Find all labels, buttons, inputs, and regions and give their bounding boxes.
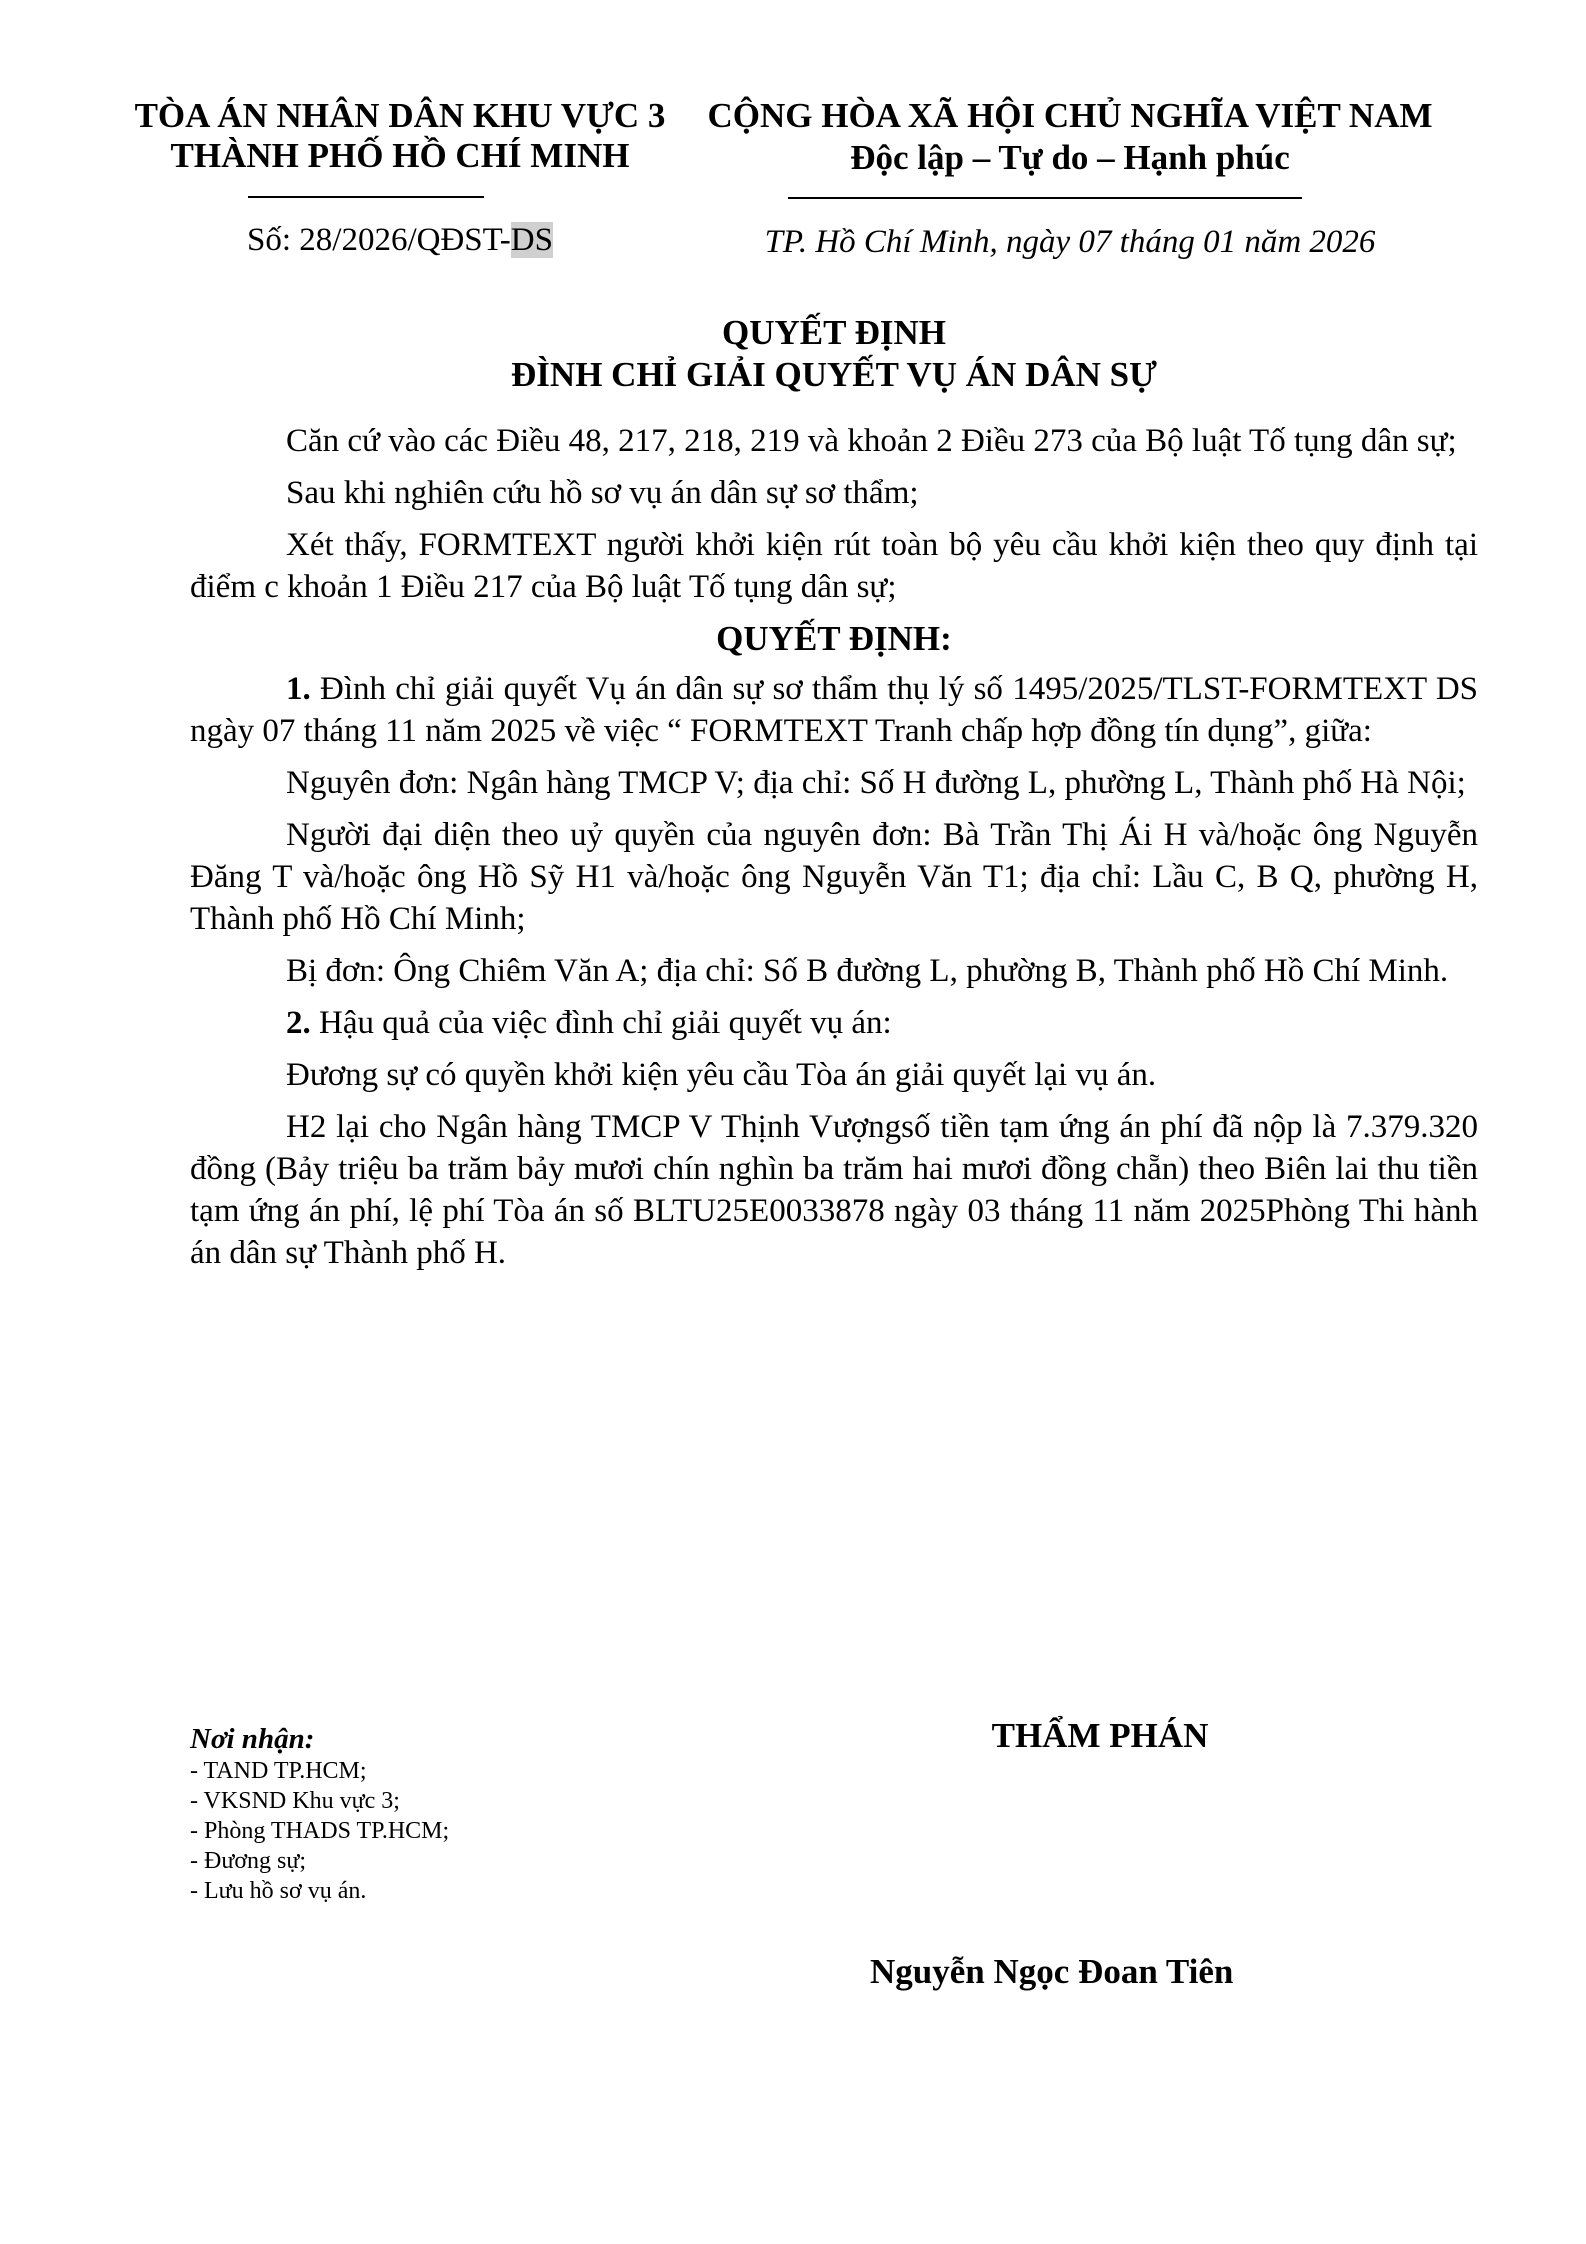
- recipient-item: - VKSND Khu vực 3;: [190, 1788, 400, 1814]
- decision-item-1: [190, 668, 1478, 752]
- document-number: [120, 220, 680, 260]
- preamble-review: Sau khi nghiên cứu hồ sơ vụ án dân sự sơ thẩm;: [286, 475, 919, 511]
- document-number-suffix-highlighted: DS: [510, 222, 553, 258]
- representative-info: Người đại diện theo uỷ quyền của nguyên đơn: Bà Trần Thị Ái H và/hoặc ông Nguyễn Đăng T và/hoặc ông Hồ Sỹ H1 và/hoặc ông Nguyễn Văn T1; địa chỉ: Lầu C, B Q, phường H, Thành phố Hồ Chí Minh;: [190, 817, 1478, 937]
- nation-name: CỘNG HÒA XÃ HỘI CHỦ NGHĨA VIỆT NAM: [707, 96, 1433, 135]
- recipients-block: [190, 1722, 449, 1906]
- title-line1: QUYẾT ĐỊNH: [722, 313, 946, 352]
- plaintiff-info: Nguyên đơn: Ngân hàng TMCP V; địa chỉ: Số H đường L, phường L, Thành phố Hà Nội;: [286, 765, 1466, 801]
- decision-item-2-text: Hậu quả của việc đình chỉ giải quyết vụ án:: [319, 1005, 892, 1041]
- defendant-info: Bị đơn: Ông Chiêm Văn A; địa chỉ: Số B đường L, phường B, Thành phố Hồ Chí Minh.: [286, 953, 1449, 989]
- court-name: [120, 96, 680, 176]
- document-number-prefix: Số: 28/2026/QĐST-: [247, 222, 511, 258]
- court-underline: [248, 196, 484, 198]
- court-name-line2: THÀNH PHỐ HỒ CHÍ MINH: [170, 136, 630, 175]
- motto-line: Độc lập – Tự do – Hạnh phúc: [850, 138, 1290, 177]
- motto-underline: [788, 197, 1302, 199]
- court-name-line1: TÒA ÁN NHÂN DÂN KHU VỰC 3: [134, 96, 666, 135]
- signer-name: Nguyễn Ngọc Đoan Tiên: [870, 1952, 1234, 1991]
- national-motto: [680, 96, 1460, 178]
- document-title: [190, 312, 1478, 396]
- recipients-heading: Nơi nhận:: [190, 1723, 315, 1755]
- refund-text: H2 lại cho Ngân hàng TMCP V Thịnh Vượngsố tiền tạm ứng án phí đã nộp là 7.379.320 đồng (Bảy triệu ba trăm bảy mươi chín nghìn ba trăm hai mươi đồng chẵn) theo Biên lai thu tiền tạm ứng án phí, lệ phí Tòa án số BLTU25E0033878 ngày 03 tháng 11 năm 2025Phòng Thi hành án dân sự Thành phố H.: [190, 1109, 1478, 1271]
- decision-item-2: [190, 1002, 1478, 1044]
- recipient-item: - Lưu hồ sơ vụ án.: [190, 1878, 367, 1904]
- consequence-text: Đương sự có quyền khởi kiện yêu cầu Tòa án giải quyết lại vụ án.: [286, 1057, 1157, 1093]
- decision-item-2-number: 2.: [286, 1005, 311, 1041]
- preamble-legal-basis: Căn cứ vào các Điều 48, 217, 218, 219 và khoản 2 Điều 273 của Bộ luật Tố tụng dân sự;: [286, 423, 1457, 459]
- preamble-finding: Xét thấy, FORMTEXT người khởi kiện rút toàn bộ yêu cầu khởi kiện theo quy định tại điểm c khoản 1 Điều 217 của Bộ luật Tố tụng dân sự;: [190, 527, 1478, 605]
- recipient-item: - Đương sự;: [190, 1848, 307, 1874]
- decision-item-1-text: Đình chỉ giải quyết Vụ án dân sự sơ thẩm thụ lý số 1495/2025/TLST-FORMTEXT DS ngày 07 tháng 11 năm 2025 về việc “ FORMTEXT Tranh chấp hợp đồng tín dụng”, giữa:: [190, 671, 1478, 749]
- decision-heading: QUYẾT ĐỊNH:: [716, 619, 952, 658]
- decision-item-1-number: 1.: [286, 671, 311, 707]
- signer-title: THẨM PHÁN: [991, 1716, 1209, 1755]
- recipient-item: - Phòng THADS TP.HCM;: [190, 1818, 450, 1844]
- title-line2: ĐÌNH CHỈ GIẢI QUYẾT VỤ ÁN DÂN SỰ: [511, 355, 1157, 394]
- document-body: [190, 420, 1478, 1284]
- place-date: TP. Hồ Chí Minh, ngày 07 tháng 01 năm 2026: [764, 224, 1376, 260]
- recipient-item: - TAND TP.HCM;: [190, 1758, 367, 1784]
